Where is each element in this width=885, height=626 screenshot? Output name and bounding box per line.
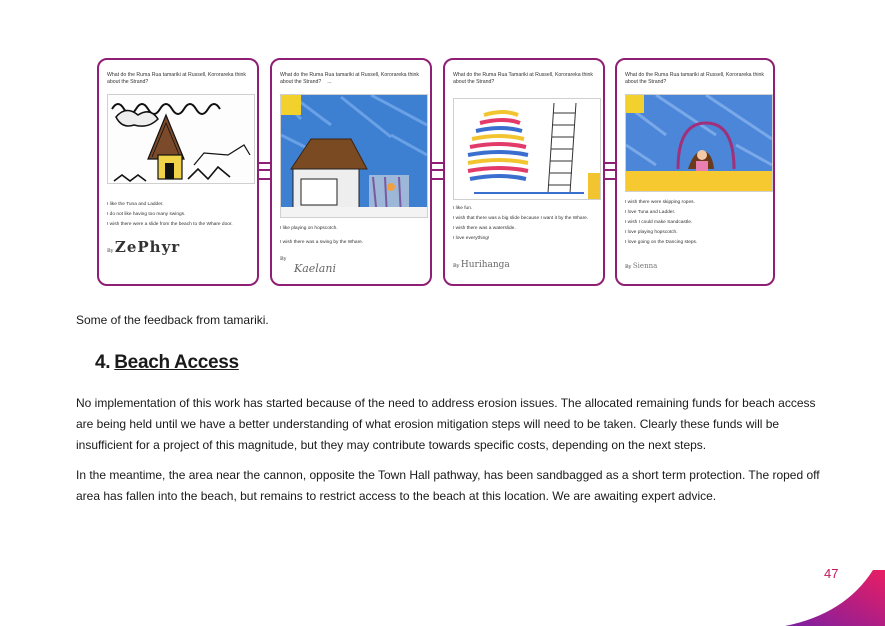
note-line: I like playing on hopscotch. [280,226,338,231]
question-text: What do the Ruma Rua tamariki at Russell, Kororareka think about the Strand? [280,72,419,85]
note-line: I like the Tuna and Ladder. [107,202,164,207]
card-question: What do the Ruma Rua tamariki at Russell, Kororareka think about the Strand? [625,72,764,85]
section-number: 4. [95,352,111,373]
feedback-card-2 [270,58,432,286]
child-drawing-2 [280,94,428,218]
note-line: I love Tuna and Ladder. [625,210,676,215]
card-question [280,72,428,86]
child-name: ZePhyr [114,238,181,256]
child-name: Kaelani [294,262,336,275]
note-line: I wish there were skipping ropes. [625,200,695,205]
card-question: What do the Ruma Rua Tamariki at Russell, Kororareka think about the Strand? [453,72,594,85]
note-line: I wish that there was a big slide because I want it by the Whare. [453,216,589,221]
question-extra: ... [327,79,332,85]
note-line: I love playing hopscotch. [625,230,678,235]
card-notes [280,226,430,250]
card-signature [107,238,180,256]
note-line: I wish there was a swing by the Whare. [280,240,364,245]
feedback-card-4 [615,58,775,286]
note-line: I wish I could make Sandcastle. [625,220,693,225]
child-drawing-1 [107,94,255,184]
card-notes [625,200,775,250]
body-paragraph: In the meantime, the area near the cannon, opposite the Town Hall pathway, has been sandbagged as a short term protection. The roped off area has fallen into the beach, but remains to restrict access to the beach at this location. We are awaiting expert advice. [76,468,820,503]
page-number: 47 [824,566,839,581]
note-line: I wish there was a waterslide. [453,226,516,231]
figure-caption: Some of the feedback from tamariki. [76,313,269,327]
by-label: By [280,256,287,262]
feedback-gallery [0,0,885,300]
by-label: By [107,248,114,254]
card-notes [107,202,257,232]
card-signature [453,260,510,270]
corner-swoosh-decoration [785,570,885,626]
section-title: Beach Access [114,352,239,373]
note-line: I love everything! [453,236,490,241]
child-name: Sienna [632,262,658,270]
card-signature [625,262,657,270]
note-line: I like fun. [453,206,473,211]
child-drawing-4 [625,94,773,192]
card-question: What do the Ruma Rua tamariki at Russell, Kororareka think about the Strand? [107,72,246,85]
note-line: I love going on the Dancing steps. [625,240,698,245]
note-line: I do not like having too many swings. [107,212,186,217]
card-signature [280,256,336,275]
note-line: I wish there were a slide from the beach to the Whare door. [107,222,233,227]
by-label: By [453,263,460,269]
child-drawing-3 [453,98,601,200]
by-label: By [625,264,632,270]
body-paragraph: No implementation of this work has started because of the need to address erosion issues. The allocated remaining funds for beach access are being held until we have a better understanding of what erosion mitigation steps will need to be taken. Clearly these funds will be insufficient for a project of this magnitude, but they may contribute towards specific costs, depending on the next steps. [76,396,816,452]
card-notes [453,206,603,246]
feedback-card-3 [443,58,605,286]
child-name: Hurihanga [460,260,510,270]
section-heading [95,352,239,374]
feedback-card-1 [97,58,259,286]
